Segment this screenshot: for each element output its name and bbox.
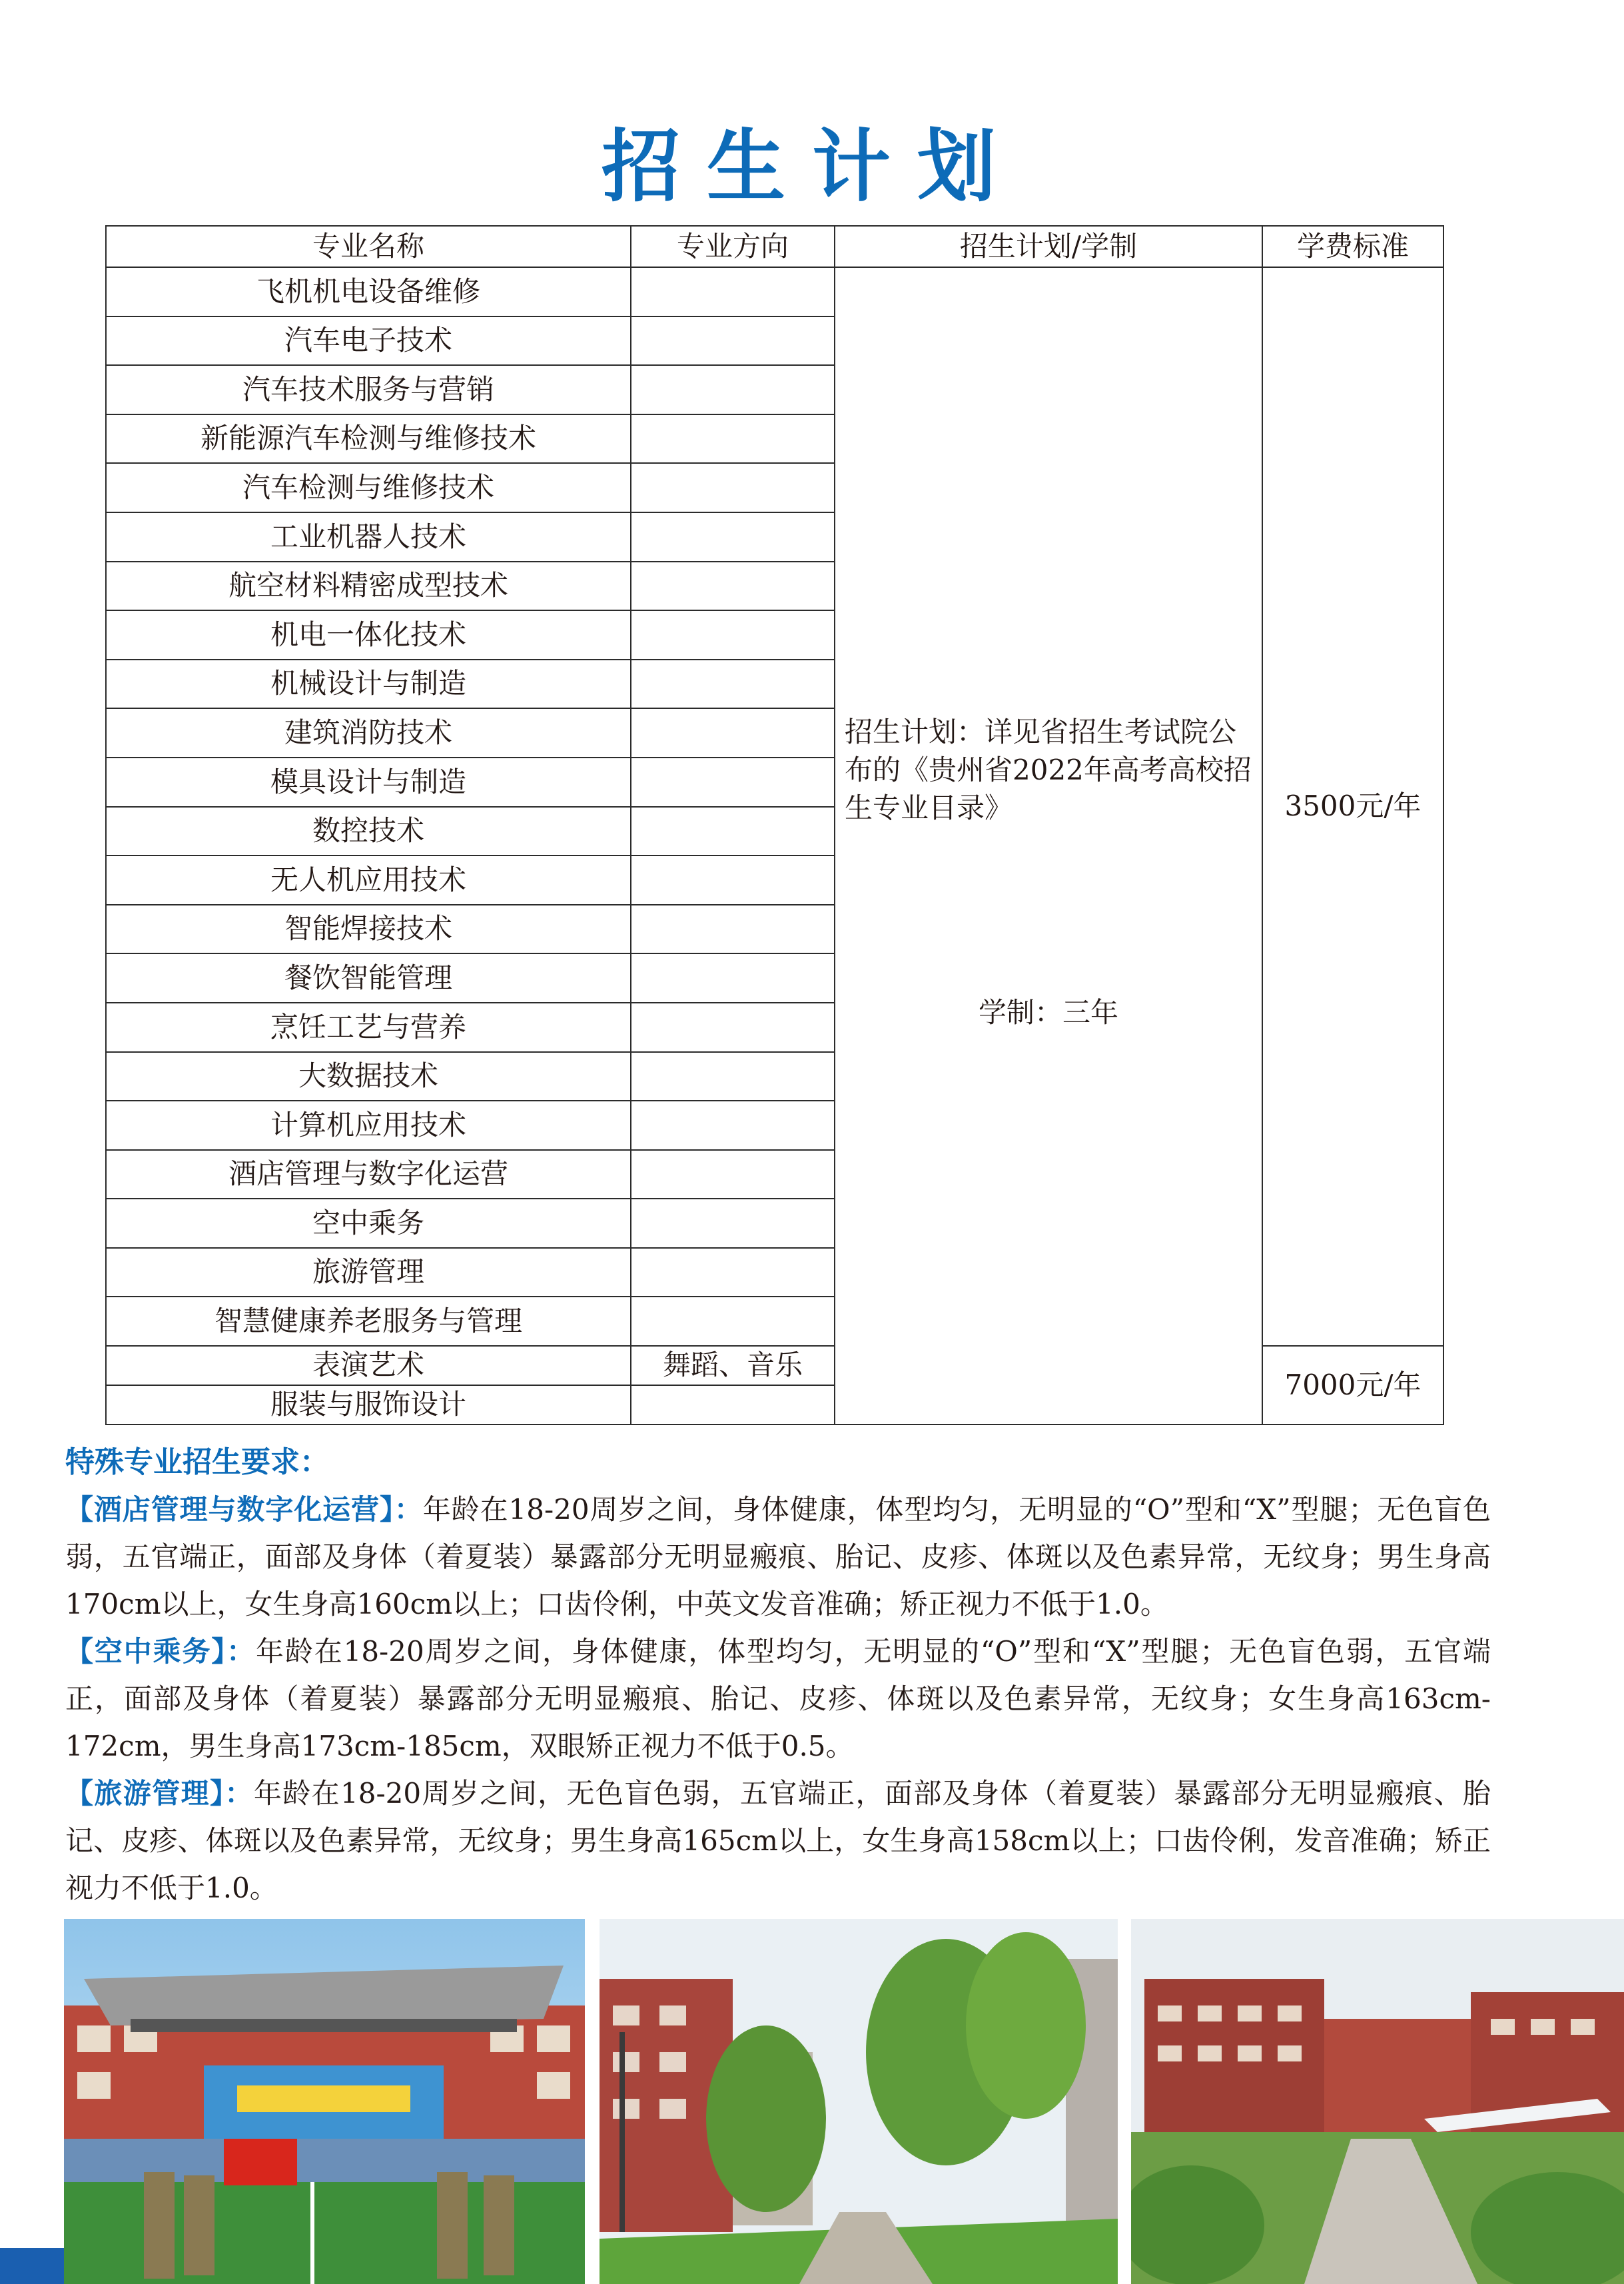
major-direction-cell	[631, 365, 835, 414]
requirement-item	[65, 1628, 1491, 1770]
sports-meeting-photo	[64, 1919, 585, 2284]
major-name-cell: 航空材料精密成型技术	[106, 562, 631, 611]
major-direction-cell	[631, 953, 835, 1003]
campus-photo-strip	[0, 1919, 1624, 2284]
tuition-cell: 3500元/年	[1262, 267, 1443, 1346]
requirement-text: 年龄在18-20周岁之间，无色盲色弱，五官端正，面部及身体（着夏装）暴露部分无明显瘢痕、胎记、皮疹、体斑以及色素异常，无纹身；男生身高165cm以上，女生身高158cm以上；口齿伶俐，发音准确；矫正视力不低于1.0。	[65, 1777, 1491, 1904]
major-direction-cell	[631, 807, 835, 856]
plan-text: 招生计划：详见省招生考试院公布的《贵州省2022年高考高校招生专业目录》	[845, 716, 1252, 824]
major-direction-cell	[631, 660, 835, 709]
major-name-cell: 空中乘务	[106, 1199, 631, 1248]
major-name-cell: 飞机机电设备维修	[106, 267, 631, 316]
header-major-direction: 专业方向	[631, 226, 835, 267]
plan-system-cell	[835, 267, 1262, 1425]
requirement-item	[65, 1770, 1491, 1912]
requirement-label: 【酒店管理与数字化运营】：	[65, 1493, 423, 1526]
requirement-label: 【旅游管理】：	[65, 1777, 254, 1810]
major-name-cell: 汽车电子技术	[106, 316, 631, 366]
tuition-art-cell: 7000元/年	[1262, 1346, 1443, 1425]
major-direction-cell	[631, 610, 835, 660]
major-name-cell: 汽车检测与维修技术	[106, 463, 631, 512]
major-direction-cell	[631, 905, 835, 954]
major-direction-cell	[631, 1199, 835, 1248]
major-name-cell: 计算机应用技术	[106, 1101, 631, 1150]
header-plan-system: 招生计划/学制	[835, 226, 1262, 267]
requirements-heading: 特殊专业招生要求：	[65, 1445, 329, 1479]
major-name-cell: 汽车技术服务与营销	[106, 365, 631, 414]
requirement-text: 年龄在18-20周岁之间，身体健康，体型均匀，无明显的“O”型和“X”型腿；无色盲色弱，五官端正，面部及身体（着夏装）暴露部分无明显瘢痕、胎记、皮疹、体斑以及色素异常，无纹身；女生身高163cm-172cm，男生身高173cm-185cm，双眼矫正视力不低于0.5。	[65, 1635, 1491, 1762]
requirement-item	[65, 1486, 1491, 1628]
major-name-cell: 烹饪工艺与营养	[106, 1003, 631, 1052]
table-header-row	[106, 226, 1443, 267]
special-requirements	[65, 1439, 1491, 1912]
page-title: 招生计划	[601, 121, 1022, 213]
enrollment-plan-table	[105, 225, 1444, 1425]
major-name-cell: 酒店管理与数字化运营	[106, 1150, 631, 1199]
major-direction-cell: 舞蹈、音乐	[631, 1346, 835, 1385]
major-name-cell: 模具设计与制造	[106, 758, 631, 807]
major-direction-cell	[631, 708, 835, 758]
major-direction-cell	[631, 1150, 835, 1199]
major-name-cell: 建筑消防技术	[106, 708, 631, 758]
table-row	[106, 267, 1443, 316]
major-direction-cell	[631, 316, 835, 366]
major-name-cell: 表演艺术	[106, 1346, 631, 1385]
major-name-cell: 机电一体化技术	[106, 610, 631, 660]
header-tuition: 学费标准	[1262, 226, 1443, 267]
major-name-cell: 大数据技术	[106, 1052, 631, 1101]
major-direction-cell	[631, 1101, 835, 1150]
major-name-cell: 餐饮智能管理	[106, 953, 631, 1003]
major-direction-cell	[631, 1003, 835, 1052]
major-direction-cell	[631, 1385, 835, 1425]
major-name-cell: 旅游管理	[106, 1248, 631, 1297]
major-name-cell: 工业机器人技术	[106, 512, 631, 562]
major-direction-cell	[631, 758, 835, 807]
requirement-text: 年龄在18-20周岁之间，身体健康，体型均匀，无明显的“O”型和“X”型腿；无色盲色弱，五官端正，面部及身体（着夏装）暴露部分无明显瘢痕、胎记、皮疹、体斑以及色素异常，无纹身；男生身高170cm以上，女生身高160cm以上；口齿伶俐，中英文发音准确；矫正视力不低于1.0。	[65, 1493, 1491, 1620]
major-direction-cell	[631, 1248, 835, 1297]
major-direction-cell	[631, 562, 835, 611]
major-direction-cell	[631, 856, 835, 905]
major-name-cell: 智慧健康养老服务与管理	[106, 1297, 631, 1346]
major-direction-cell	[631, 1052, 835, 1101]
major-name-cell: 机械设计与制造	[106, 660, 631, 709]
campus-buildings-photo	[1131, 1919, 1624, 2284]
system-text: 学制：三年	[978, 996, 1118, 1029]
requirement-label: 【空中乘务】：	[65, 1635, 256, 1668]
major-name-cell: 数控技术	[106, 807, 631, 856]
major-direction-cell	[631, 1297, 835, 1346]
major-name-cell: 无人机应用技术	[106, 856, 631, 905]
major-direction-cell	[631, 463, 835, 512]
major-name-cell: 智能焊接技术	[106, 905, 631, 954]
major-direction-cell	[631, 414, 835, 464]
major-name-cell: 服装与服饰设计	[106, 1385, 631, 1425]
major-direction-cell	[631, 512, 835, 562]
campus-road-photo	[600, 1919, 1118, 2284]
major-name-cell: 新能源汽车检测与维修技术	[106, 414, 631, 464]
header-major-name: 专业名称	[106, 226, 631, 267]
blue-bar-left	[0, 2248, 65, 2284]
major-direction-cell	[631, 267, 835, 316]
